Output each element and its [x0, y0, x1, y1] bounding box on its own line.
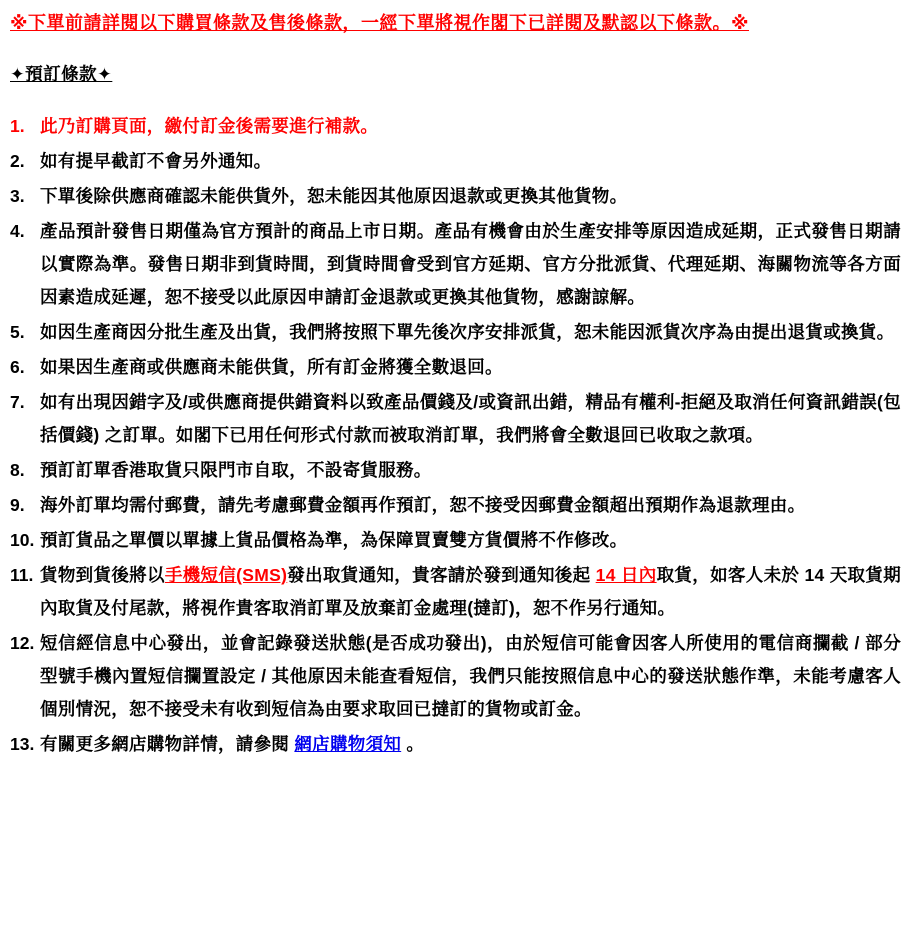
- page-title: ※下單前請詳閱以下購買條款及售後條款，一經下單將視作閣下已詳閱及默認以下條款。※: [10, 13, 749, 33]
- term-text-segment: 預訂貨品之單價以單據上貨品價格為準，為保障買賣雙方貨價將不作修改。: [40, 530, 628, 550]
- term-number: 13.: [10, 734, 35, 754]
- term-text-segment: 如因生產商因分批生產及出貨，我們將按照下單先後次序安排派貨，恕未能因派貨次序為由提出退貨或換貨。: [40, 322, 895, 342]
- term-item: [10, 215, 901, 314]
- section-heading-preorder-terms: ✦預訂條款✦: [10, 64, 113, 84]
- term-number: 12.: [10, 633, 35, 653]
- term-number: 4.: [10, 221, 25, 241]
- term-text-segment: 。: [401, 734, 425, 754]
- term-item: [10, 351, 901, 384]
- terms-list: [10, 110, 901, 761]
- term-text-segment: 如有出現因錯字及/或供應商提供錯資料以致產品價錢及/或資訊出錯，精品有權利-拒絕及取消任何資訊錯誤(包括價錢) 之訂單。如閣下已用任何形式付款而被取消訂單，我們將會全數退回已收取之款項。: [40, 392, 901, 445]
- term-text: [40, 351, 901, 384]
- term-text: [40, 386, 901, 452]
- term-number: 9.: [10, 495, 25, 515]
- highlighted-text: 14 日內: [595, 565, 657, 585]
- term-text: [40, 728, 901, 761]
- term-number: 7.: [10, 392, 25, 412]
- term-text-segment: 此乃訂購頁面，繳付訂金後需要進行補款。: [40, 116, 379, 136]
- term-text-segment: 貨物到貨後將以: [40, 565, 165, 585]
- highlighted-text: 手機短信(SMS): [164, 565, 288, 585]
- term-text-segment: 預訂訂單香港取貨只限門市自取，不設寄貨服務。: [40, 460, 432, 480]
- term-text-segment: 有關更多網店購物詳情，請參閱: [40, 734, 295, 754]
- term-item: [10, 524, 901, 557]
- term-number: 3.: [10, 186, 25, 206]
- term-text-segment: 取貨，如客人未於 14 天取貨期內取貨及付尾款，將視作貴客取消訂單及放棄訂金處理(撻訂)，恕不作另行通知。: [40, 565, 902, 618]
- term-number: 5.: [10, 322, 25, 342]
- term-text: [40, 180, 901, 213]
- term-text: [40, 454, 901, 487]
- term-number: 11.: [10, 565, 34, 585]
- term-text: [40, 627, 901, 726]
- term-text: [40, 524, 901, 557]
- term-number: 10.: [10, 530, 35, 550]
- term-text-segment: 下單後除供應商確認未能供貨外，恕未能因其他原因退款或更換其他貨物。: [40, 186, 628, 206]
- term-item: [10, 728, 901, 761]
- term-text: [40, 145, 901, 178]
- term-item: [10, 454, 901, 487]
- term-item: [10, 145, 901, 178]
- term-text-segment: 發出取貨通知，貴客請於發到通知後起: [287, 565, 596, 585]
- store-shopping-notice-link[interactable]: 網店購物須知: [294, 734, 402, 754]
- term-number: 6.: [10, 357, 25, 377]
- term-text-segment: 如有提早截訂不會另外通知。: [40, 151, 272, 171]
- term-text-segment: 短信經信息中心發出，並會記錄發送狀態(是否成功發出)，由於短信可能會因客人所使用的電信商攔截 / 部分型號手機內置短信攔置設定 / 其他原因未能查看短信，我們只能按照信息中心的發送狀態作準，未能考慮客人個別情況，恕不接受未有收到短信為由要求取回已撻訂的貨物或訂金。: [40, 633, 901, 719]
- term-item: [10, 559, 901, 625]
- term-item: [10, 316, 901, 349]
- term-item: [10, 489, 901, 522]
- term-item: [10, 110, 901, 143]
- term-text: [40, 316, 901, 349]
- term-text: [40, 489, 901, 522]
- term-text-segment: 如果因生產商或供應商未能供貨，所有訂金將獲全數退回。: [40, 357, 503, 377]
- term-text: [40, 110, 901, 143]
- term-text-segment: 海外訂單均需付郵費，請先考慮郵費金額再作預訂，恕不接受因郵費金額超出預期作為退款理由。: [40, 495, 806, 515]
- term-item: [10, 180, 901, 213]
- term-text: [40, 559, 901, 625]
- term-item: [10, 386, 901, 452]
- term-number: 2.: [10, 151, 25, 171]
- term-number: 1.: [10, 116, 25, 136]
- term-number: 8.: [10, 460, 25, 480]
- term-text: [40, 215, 901, 314]
- term-text-segment: 產品預計發售日期僅為官方預計的商品上市日期。產品有機會由於生產安排等原因造成延期，正式發售日期請以實際為準。發售日期非到貨時間，到貨時間會受到官方延期、官方分批派貨、代理延期、海關物流等各方面因素造成延遲，恕不接受以此原因申請訂金退款或更換其他貨物，感謝諒解。: [40, 221, 901, 307]
- term-item: [10, 627, 901, 726]
